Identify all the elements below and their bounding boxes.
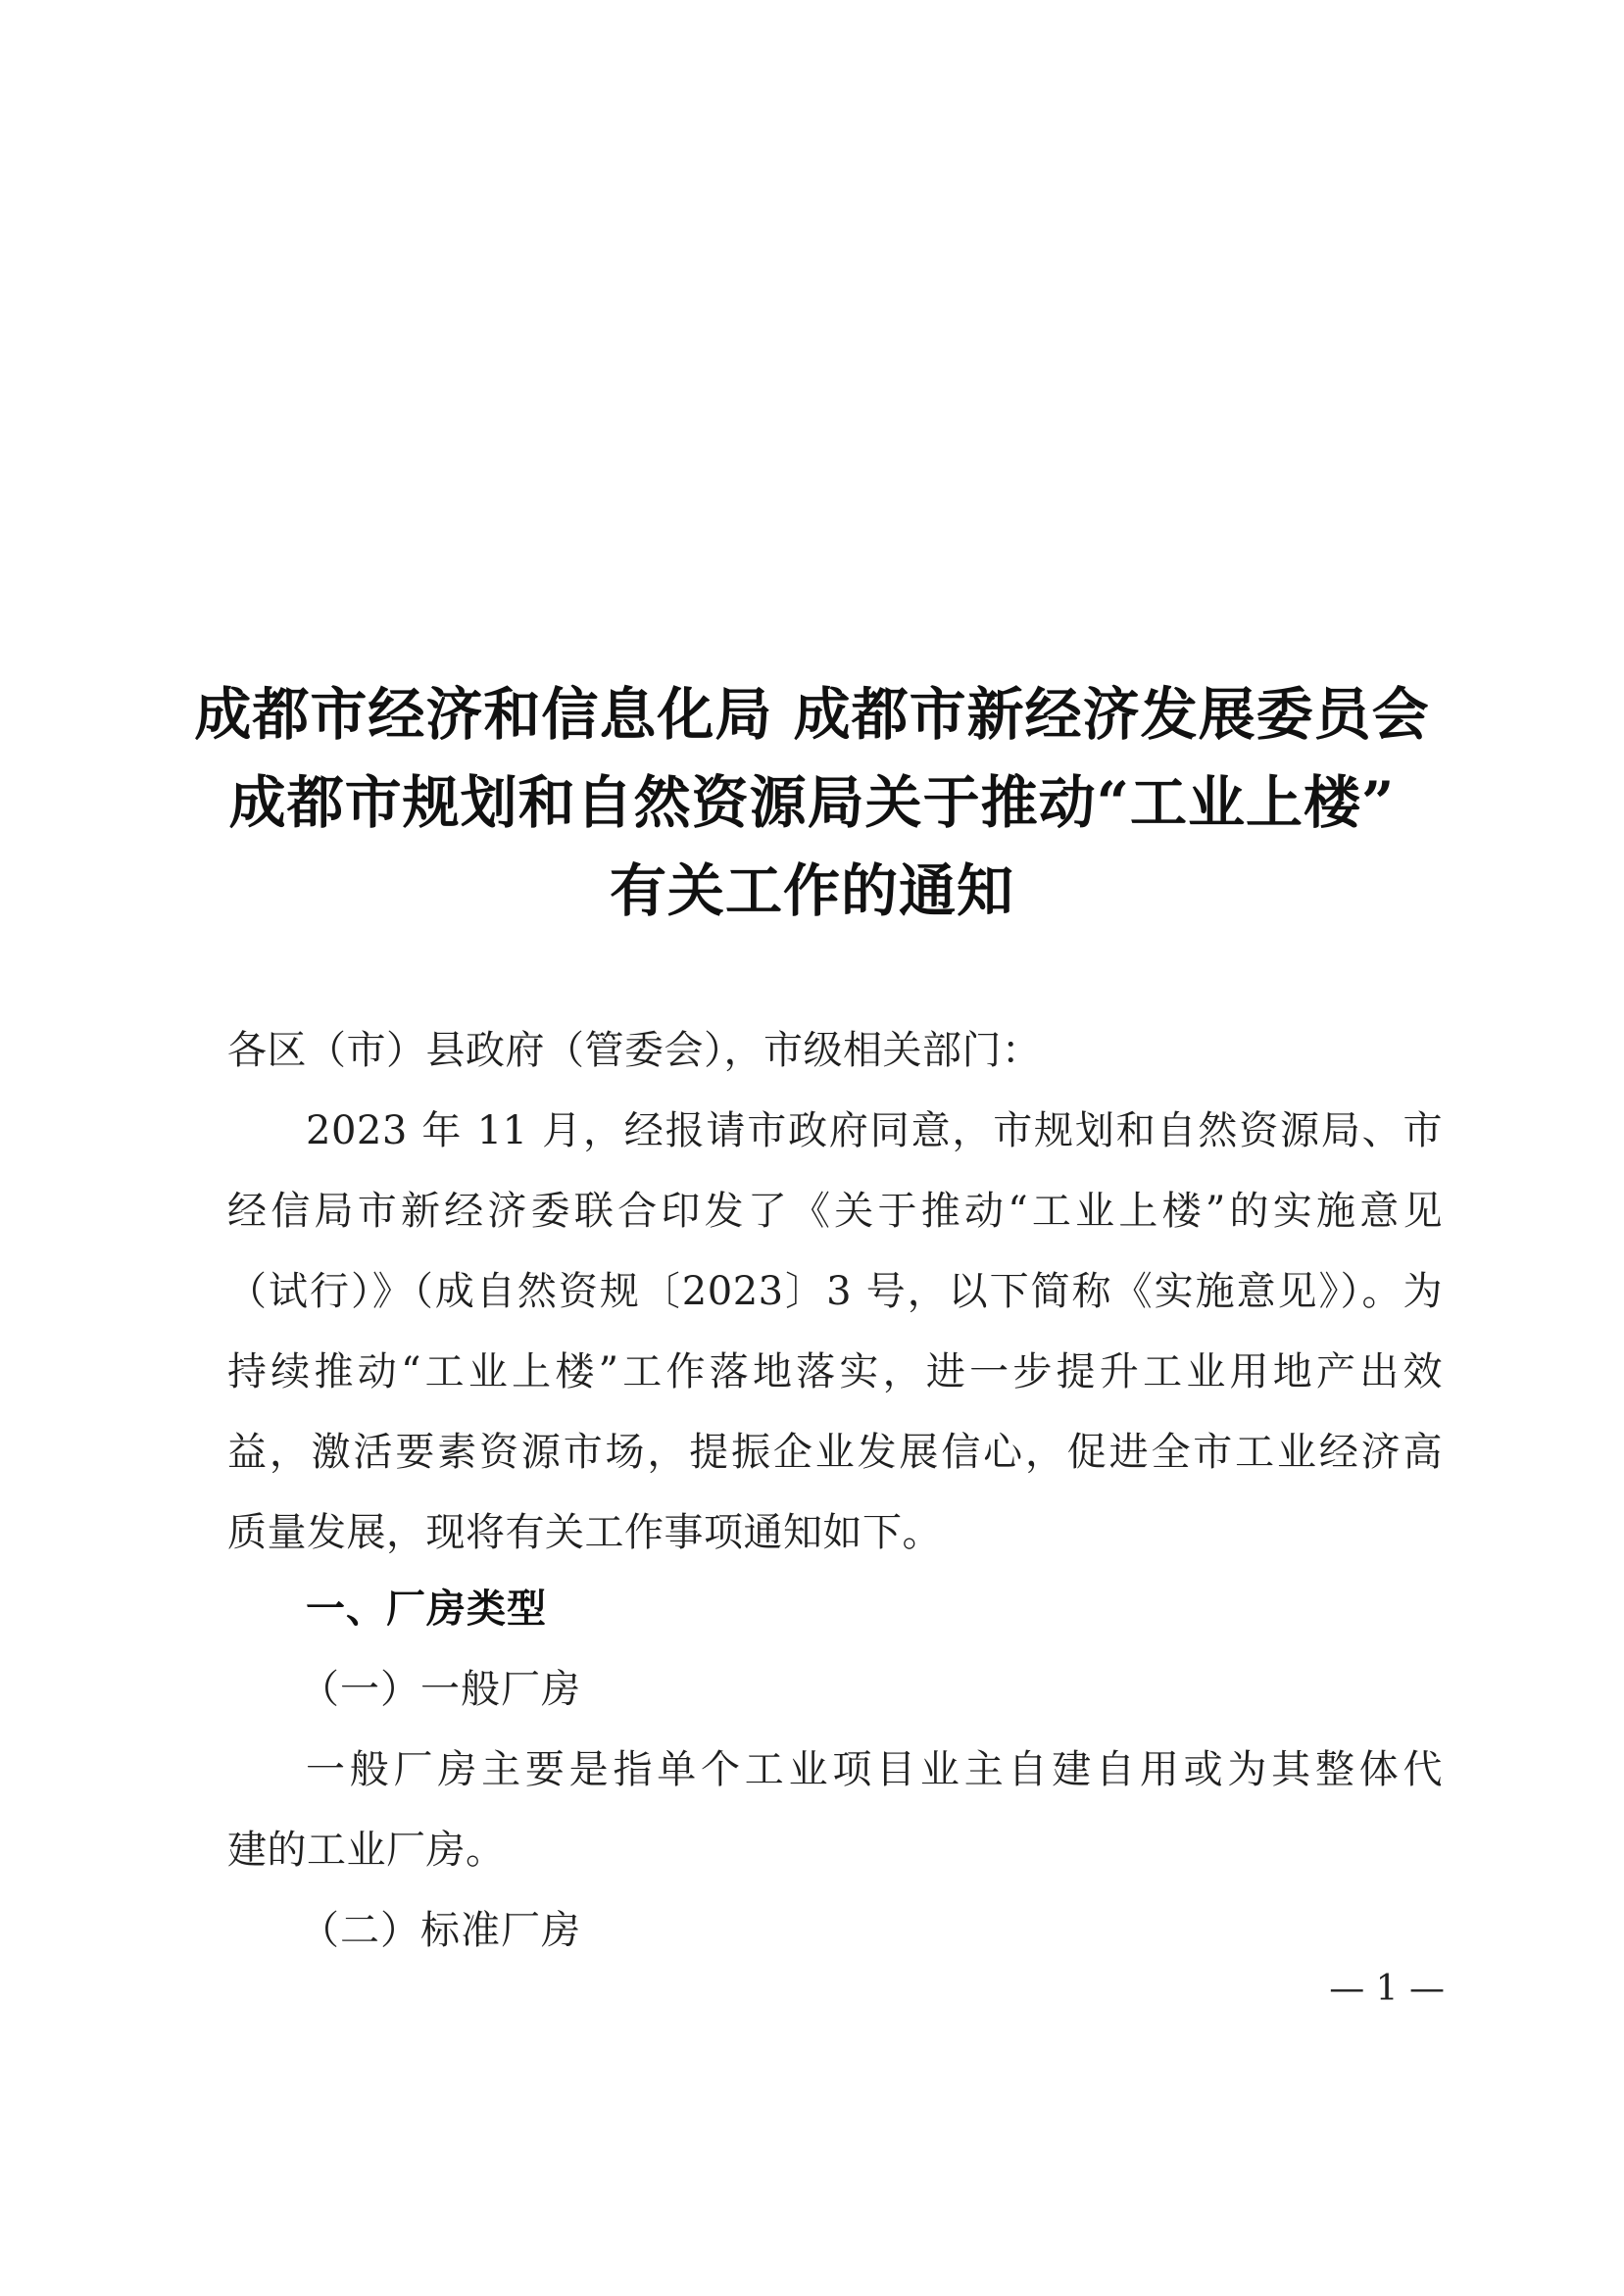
document-title-line-1: 成都市经济和信息化局 成都市新经济发展委员会 [194,681,1430,748]
intro-paragraph-line: 益，激活要素资源市场，提振企业发展信心，促进全市工业经济高 [227,1430,1443,1475]
document-title-line-2: 成都市规划和自然资源局关于推动“工业上楼” [228,769,1396,836]
subsection-heading: （一）一般厂房 [300,1667,581,1712]
document-title-line-3: 有关工作的通知 [609,857,1014,924]
intro-paragraph-line: （试行）》（成自然资规〔2023〕3 号，以下简称《实施意见》）。为 [227,1269,1443,1314]
salutation: 各区（市）县政府（管委会），市级相关部门： [227,1028,1042,1073]
intro-paragraph-line: 质量发展，现将有关工作事项通知如下。 [227,1510,942,1555]
subsection-paragraph-line: 建的工业厂房。 [227,1828,506,1873]
intro-paragraph-line: 经信局市新经济委联合印发了《关于推动“工业上楼”的实施意见 [227,1189,1443,1234]
intro-paragraph-line: 2023 年 11 月，经报请市政府同意，市规划和自然资源局、市 [306,1108,1443,1153]
subsection-heading: （二）标准厂房 [300,1908,581,1953]
intro-paragraph-line: 持续推动“工业上楼”工作落地落实，进一步提升工业用地产出效 [227,1349,1443,1394]
subsection-paragraph-line: 一般厂房主要是指单个工业项目业主自建自用或为其整体代 [306,1747,1443,1792]
section-heading: 一、厂房类型 [306,1587,547,1632]
page-number: — 1 — [1329,1969,1445,2009]
